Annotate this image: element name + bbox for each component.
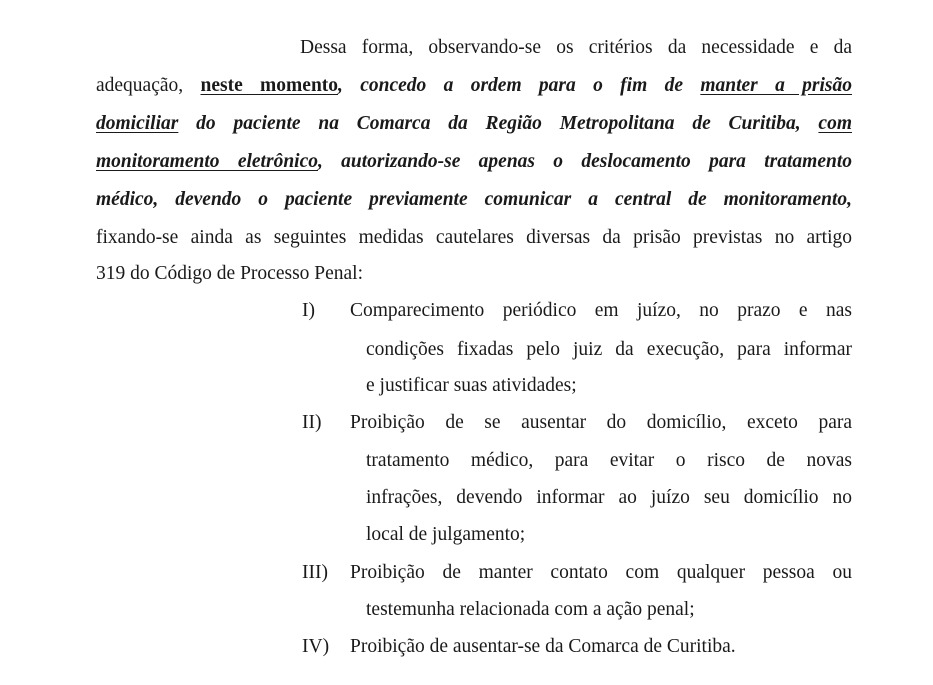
- list-item-line: e justificar suas atividades;: [366, 375, 577, 396]
- paragraph-line-6: [96, 226, 852, 250]
- list-item-number: IV): [302, 636, 330, 657]
- list-item-line: tratamento médico, para evitar o risco de novas: [366, 450, 852, 471]
- paragraph-text: fixando-se ainda as seguintes medidas cautelares diversas da prisão previstas no artigo: [96, 227, 852, 248]
- paragraph-text: Dessa forma, observando-se os critérios da necessidade e da: [300, 37, 852, 58]
- paragraph-emphasis-text: do paciente na Comarca da Região Metropolitana de Curitiba,: [178, 113, 819, 134]
- paragraph-line-7: [96, 262, 852, 286]
- paragraph-text: 319 do Código de Processo Penal:: [96, 263, 364, 284]
- list-item-line: Comparecimento periódico em juízo, no prazo e nas: [350, 300, 852, 321]
- emphasis-manter-prisao: manter a prisão: [700, 75, 853, 96]
- emphasis-neste-momento: neste momento: [200, 75, 339, 96]
- list-item-line: Proibição de se ausentar do domicílio, exceto para: [350, 412, 852, 433]
- paragraph-line-5: [96, 188, 852, 212]
- list-item-line: testemunha relacionada com a ação penal;: [366, 599, 695, 620]
- emphasis-domiciliar: domiciliar: [96, 113, 179, 134]
- paragraph-line-2: [96, 74, 852, 98]
- paragraph-emphasis-text: , concedo a ordem para o fim de: [338, 75, 701, 96]
- list-item-number: III): [302, 562, 328, 583]
- list-item-line: local de julgamento;: [366, 524, 526, 545]
- emphasis-com: com: [818, 113, 852, 134]
- list-item-line: Proibição de ausentar-se da Comarca de Curitiba.: [350, 636, 736, 657]
- paragraph-line-1: [300, 36, 852, 60]
- paragraph-line-3: [96, 112, 852, 136]
- paragraph-line-4: [96, 150, 852, 174]
- list-item-number: II): [302, 412, 322, 433]
- list-item-line: infrações, devendo informar ao juízo seu domicílio no: [366, 487, 852, 508]
- list-item-number: I): [302, 300, 315, 321]
- emphasis-monitoramento-eletronico: monitoramento eletrônico: [96, 151, 318, 172]
- list-item-line: condições fixadas pelo juiz da execução, para informar: [366, 339, 852, 360]
- paragraph-emphasis-text: , autorizando-se apenas o deslocamento para tratamento: [317, 151, 852, 172]
- paragraph-text: adequação,: [96, 75, 201, 96]
- paragraph-emphasis-text: médico, devendo o paciente previamente comunicar a central de monitoramento,: [96, 189, 852, 210]
- list-item-line: Proibição de manter contato com qualquer pessoa ou: [350, 562, 852, 583]
